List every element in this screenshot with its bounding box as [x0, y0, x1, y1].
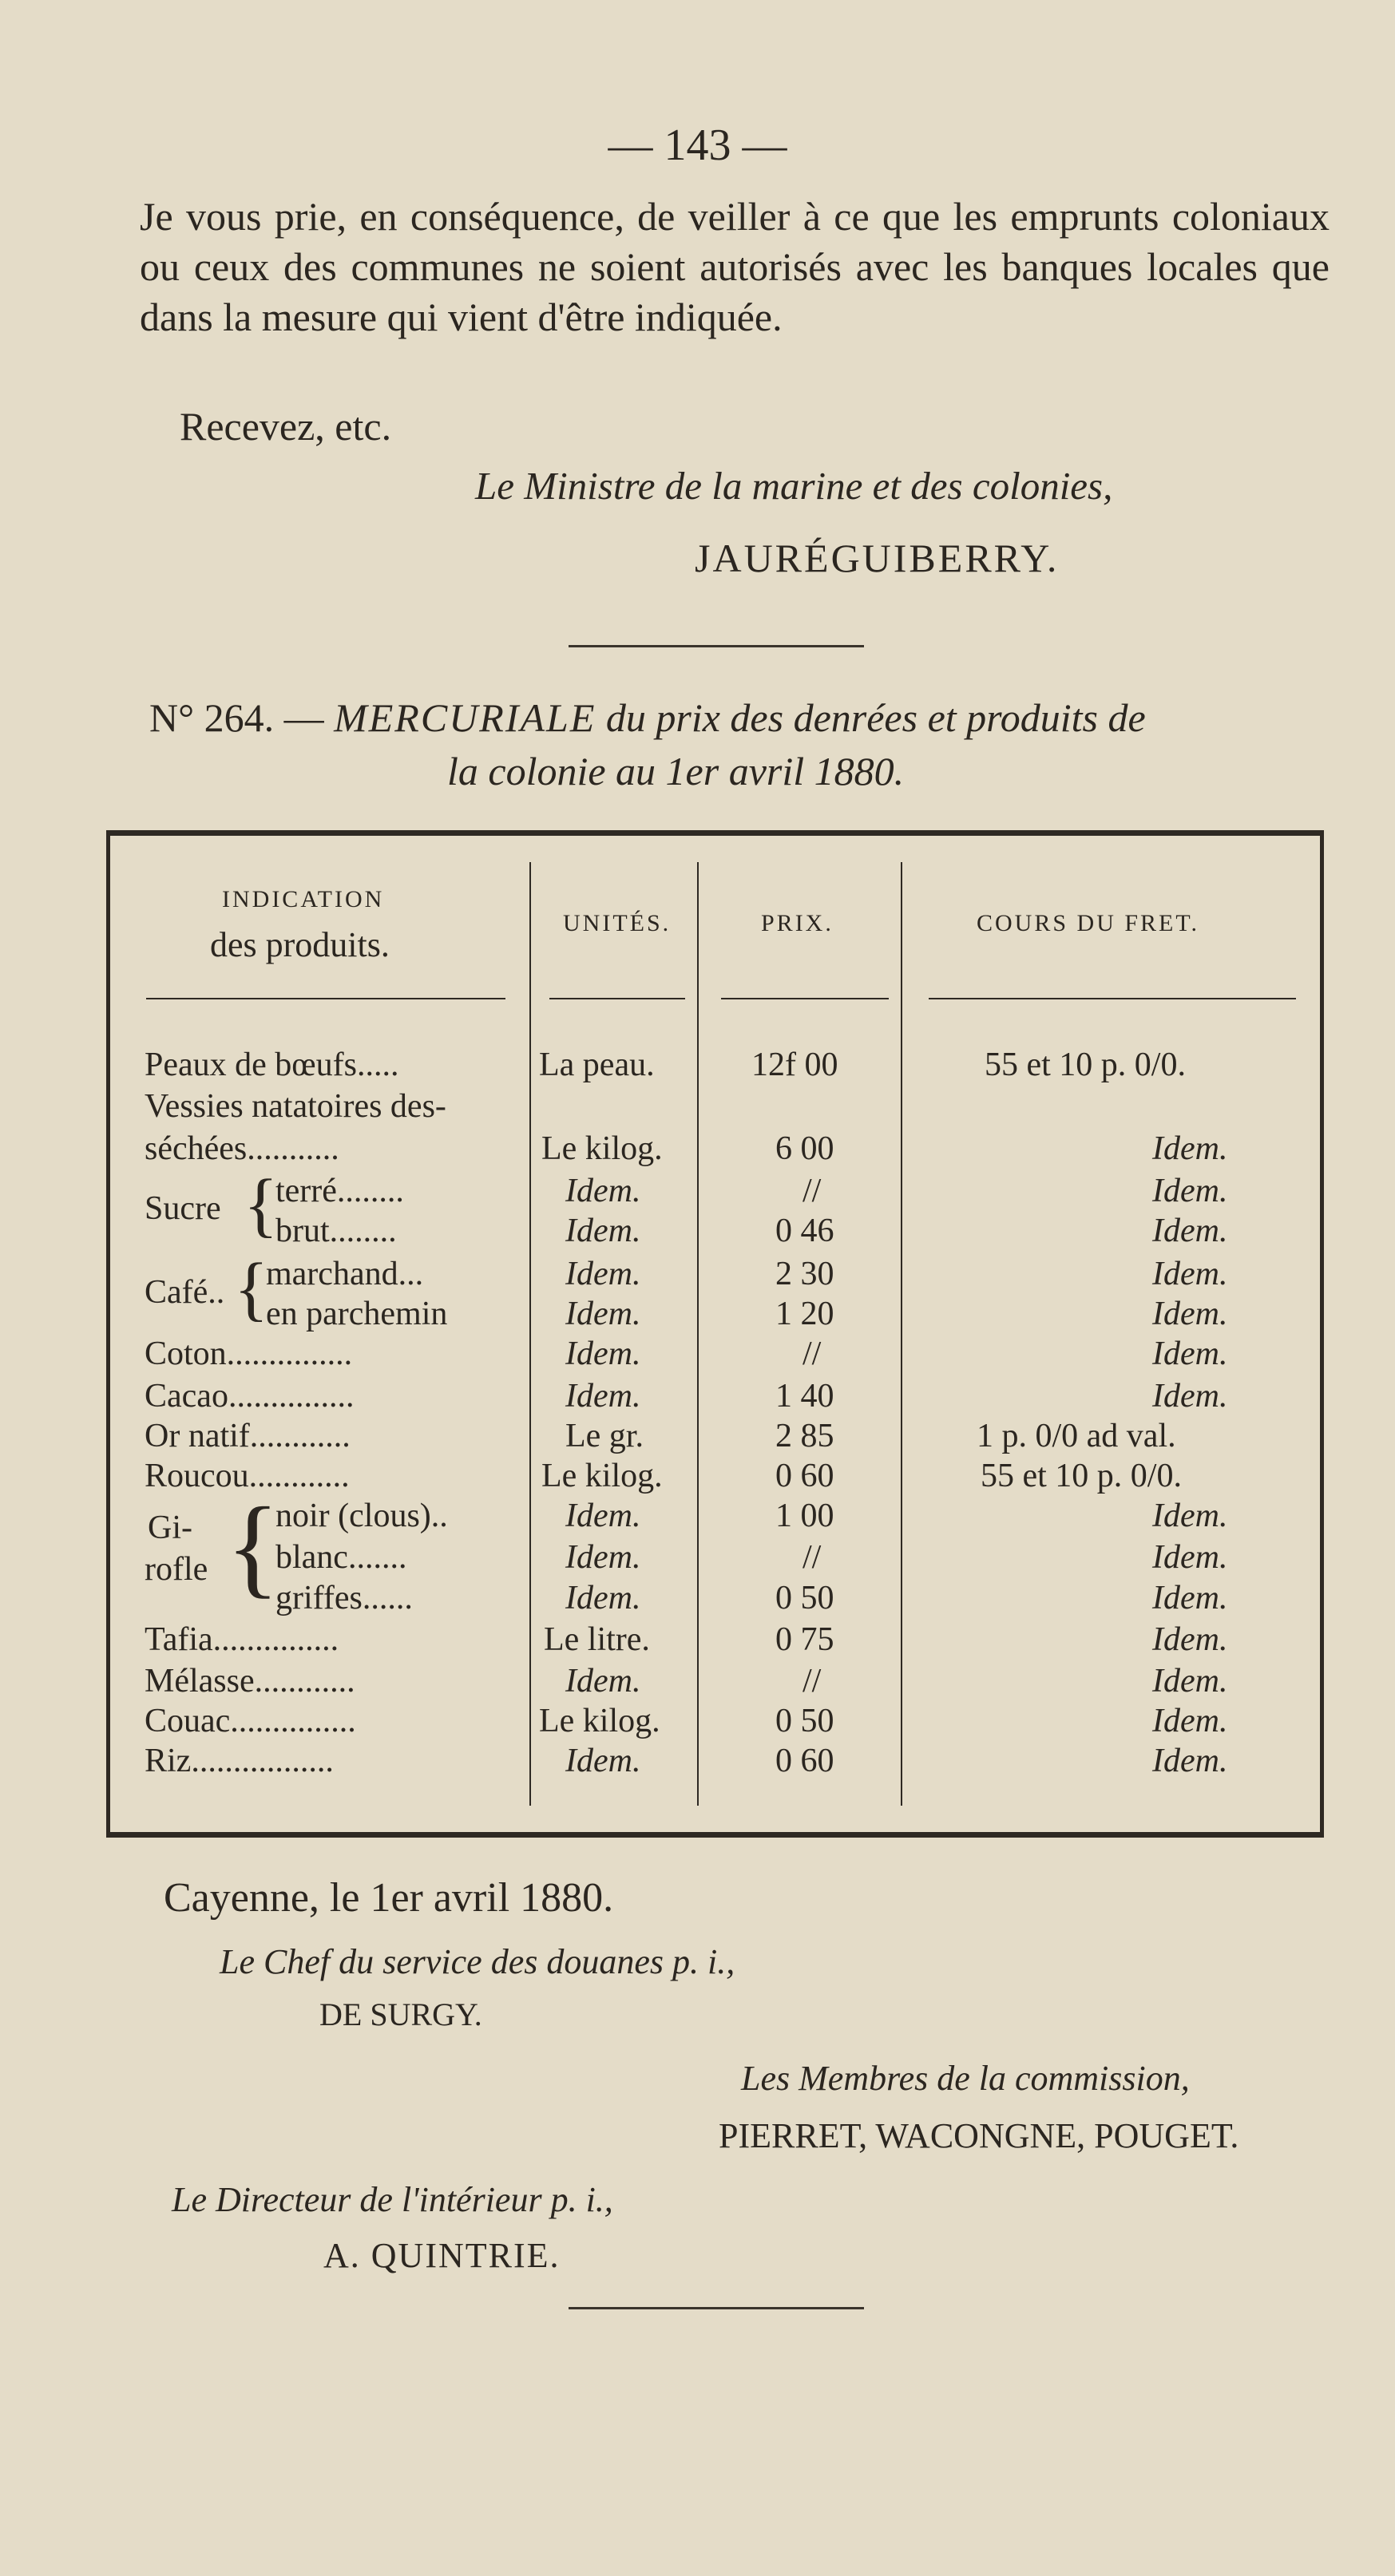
row-price: 12f 00	[751, 1047, 838, 1083]
separator-rule	[569, 645, 864, 647]
group-label-sucre: Sucre	[145, 1190, 221, 1227]
page-number: — 143 —	[608, 121, 787, 170]
column-rule	[901, 862, 902, 1806]
row-product: noir (clous)..	[275, 1498, 448, 1534]
document-title-caps: MERCURIALE	[334, 695, 596, 740]
row-fret: Idem.	[1152, 1256, 1228, 1292]
row-fret: Idem.	[1152, 1498, 1228, 1534]
letter-body: Je vous prie, en conséquence, de veiller à ce que les emprunts coloniaux ou ceux des communes ne soient autorisés avec les banques locales que dans la mesure qui vient d'être indiquée.	[140, 194, 1330, 339]
row-unit: Le kilog.	[539, 1703, 660, 1739]
header-underline	[929, 998, 1296, 999]
brace: {	[244, 1165, 279, 1244]
row-price: 2 85	[775, 1418, 834, 1454]
header-fret: COURS DU FRET.	[977, 910, 1199, 936]
row-fret: Idem.	[1152, 1335, 1228, 1372]
document-subtitle: la colonie au 1er avril 1880.	[447, 749, 905, 793]
row-product: Riz.................	[145, 1743, 334, 1779]
row-price: 0 75	[775, 1621, 834, 1658]
row-product: griffes......	[275, 1580, 413, 1616]
document-heading	[149, 694, 1146, 741]
signature-name: JAURÉGUIBERRY.	[695, 536, 1060, 580]
row-unit: Idem.	[565, 1743, 641, 1779]
row-product: Mélasse............	[145, 1663, 355, 1700]
row-unit: Idem.	[565, 1213, 641, 1249]
header-underline	[146, 998, 505, 999]
row-fret: Idem.	[1152, 1663, 1228, 1700]
customs-chief-name: DE SURGY.	[319, 1996, 482, 2032]
row-unit: Idem.	[565, 1378, 641, 1415]
row-price: 0 60	[775, 1458, 834, 1494]
brace: {	[234, 1249, 269, 1328]
row-fret: Idem.	[1152, 1539, 1228, 1576]
row-price: 6 00	[775, 1130, 834, 1167]
row-product: séchées...........	[145, 1130, 339, 1167]
row-product: en parchemin	[266, 1296, 448, 1332]
row-unit: La peau.	[539, 1047, 655, 1083]
header-indication-sub: des produits.	[210, 925, 390, 964]
commission-names: PIERRET, WACONGNE, POUGET.	[719, 2116, 1239, 2155]
header-underline	[549, 998, 685, 999]
row-unit: Idem.	[565, 1256, 641, 1292]
closing-rule	[569, 2307, 864, 2309]
row-price: 0 46	[775, 1213, 834, 1249]
row-unit: Idem.	[565, 1173, 641, 1209]
footer-place-date: Cayenne, le 1er avril 1880.	[164, 1875, 614, 1921]
row-product: Vessies natatoires des-	[145, 1088, 446, 1125]
row-fret: Idem.	[1152, 1296, 1228, 1332]
row-unit: Idem.	[565, 1539, 641, 1576]
letter-closing: Recevez, etc.	[180, 404, 392, 449]
commission-title: Les Membres de la commission,	[741, 2059, 1190, 2098]
row-fret: Idem.	[1152, 1703, 1228, 1739]
row-fret: Idem.	[1152, 1130, 1228, 1167]
row-unit: Le kilog.	[541, 1130, 663, 1167]
row-product: Tafia...............	[145, 1621, 339, 1658]
row-product: Coton...............	[145, 1335, 353, 1372]
interior-director-title: Le Directeur de l'intérieur p. i.,	[172, 2180, 613, 2219]
group-label-cafe: Café..	[145, 1274, 225, 1311]
row-unit: Idem.	[565, 1296, 641, 1332]
row-price: 0 50	[775, 1703, 834, 1739]
brace: {	[226, 1485, 280, 1609]
row-price: //	[803, 1663, 822, 1700]
row-fret: Idem.	[1152, 1580, 1228, 1616]
row-unit: Le kilog.	[541, 1458, 663, 1494]
row-product: brut........	[275, 1213, 397, 1249]
row-price: 1 00	[775, 1498, 834, 1534]
table-bottom-rule	[106, 1832, 1324, 1838]
price-table	[106, 830, 1324, 1860]
row-unit: Idem.	[565, 1498, 641, 1534]
header-indication: INDICATION	[222, 886, 385, 912]
row-product: Cacao...............	[145, 1378, 355, 1415]
group-label-girofle-2: rofle	[145, 1551, 208, 1588]
row-unit: Idem.	[565, 1580, 641, 1616]
row-price: 2 30	[775, 1256, 834, 1292]
row-price: 1 40	[775, 1378, 834, 1415]
row-unit: Idem.	[565, 1335, 641, 1372]
row-fret: Idem.	[1152, 1378, 1228, 1415]
table-left-rule	[106, 830, 110, 1838]
row-product: Couac...............	[145, 1703, 356, 1739]
header-underline	[721, 998, 889, 999]
table-top-rule	[106, 830, 1324, 836]
row-product: terré........	[275, 1173, 404, 1209]
row-unit: Le litre.	[544, 1621, 650, 1658]
row-unit: Idem.	[565, 1663, 641, 1700]
document-title-rest: du prix des denrées et produits de	[605, 695, 1146, 740]
column-rule	[697, 862, 699, 1806]
row-fret: 1 p. 0/0 ad val.	[977, 1418, 1176, 1454]
row-price: 0 50	[775, 1580, 834, 1616]
row-product: Peaux de bœufs.....	[145, 1047, 399, 1083]
row-fret: Idem.	[1152, 1621, 1228, 1658]
row-price: //	[803, 1173, 822, 1209]
signature-title: Le Ministre de la marine et des colonies,	[475, 464, 1113, 508]
group-label-girofle: Gi-	[148, 1510, 192, 1546]
table-right-rule	[1320, 830, 1324, 1838]
customs-chief-title: Le Chef du service des douanes p. i.,	[220, 1942, 735, 1981]
column-rule	[529, 862, 531, 1806]
row-fret: Idem.	[1152, 1173, 1228, 1209]
row-price: //	[803, 1335, 822, 1372]
header-prix: PRIX.	[761, 910, 834, 936]
row-fret: Idem.	[1152, 1213, 1228, 1249]
row-price: 1 20	[775, 1296, 834, 1332]
row-price: 0 60	[775, 1743, 834, 1779]
row-fret: 55 et 10 p. 0/0.	[981, 1458, 1182, 1494]
document-number: N° 264. —	[149, 695, 324, 740]
row-fret: Idem.	[1152, 1743, 1228, 1779]
row-price: //	[803, 1539, 822, 1576]
row-product: marchand...	[266, 1256, 424, 1292]
row-product: Or natif............	[145, 1418, 351, 1454]
interior-director-name: A. QUINTRIE.	[323, 2236, 561, 2275]
header-unites: UNITÉS.	[563, 910, 672, 936]
row-unit: Le gr.	[565, 1418, 644, 1454]
row-product: Roucou............	[145, 1458, 350, 1494]
row-product: blanc.......	[275, 1539, 407, 1576]
row-fret: 55 et 10 p. 0/0.	[985, 1047, 1186, 1083]
